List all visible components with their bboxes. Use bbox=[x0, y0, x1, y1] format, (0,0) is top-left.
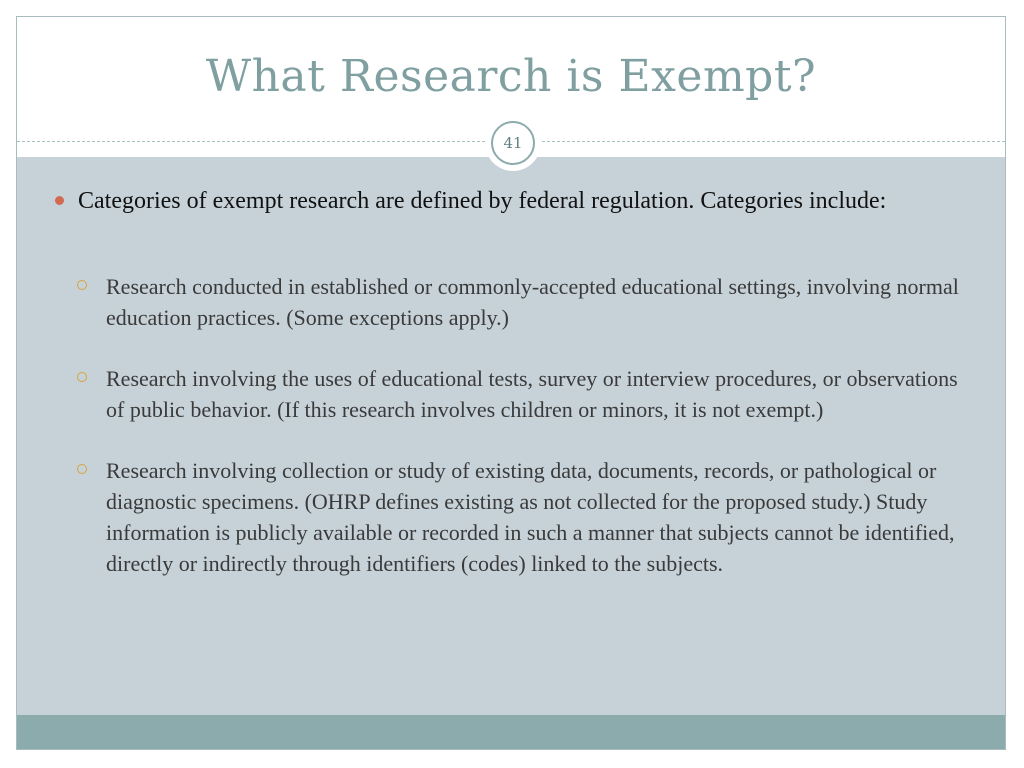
footer-bar bbox=[17, 715, 1005, 750]
main-bullet-text: Categories of exempt research are defined by federal regulation. Categories include: bbox=[78, 188, 887, 214]
sub-bullet-item bbox=[77, 455, 977, 579]
content-area bbox=[17, 157, 1005, 715]
sub-bullet-text: Research conducted in established or commonly-accepted educational settings, involving normal education practices. (Some exceptions apply.) bbox=[106, 274, 959, 330]
slide-number: 41 bbox=[491, 121, 535, 165]
main-bullet bbox=[55, 185, 955, 218]
sub-bullet-item bbox=[77, 363, 977, 425]
sub-bullet-text: Research involving collection or study of existing data, documents, records, or pathological or diagnostic specimens. (OHRP defines existing as not collected for the proposed study.) Study information is publicly available or recorded in such a manner that subjects cannot be identified, directly or indirectly through identifiers (codes) linked to the subjects. bbox=[106, 458, 955, 576]
sub-bullet-item bbox=[77, 271, 977, 333]
bullet-dot-icon bbox=[55, 196, 64, 205]
sub-bullet-list bbox=[77, 271, 977, 609]
bullet-ring-icon bbox=[77, 372, 87, 382]
slide-number-badge bbox=[485, 115, 541, 171]
bullet-ring-icon bbox=[77, 464, 87, 474]
slide bbox=[16, 16, 1006, 750]
sub-bullet-text: Research involving the uses of educational tests, survey or interview procedures, or observations of public behavior. (If this research involves children or minors, it is not exempt.) bbox=[106, 366, 958, 422]
slide-title: What Research is Exempt? bbox=[205, 51, 817, 102]
bullet-ring-icon bbox=[77, 280, 87, 290]
